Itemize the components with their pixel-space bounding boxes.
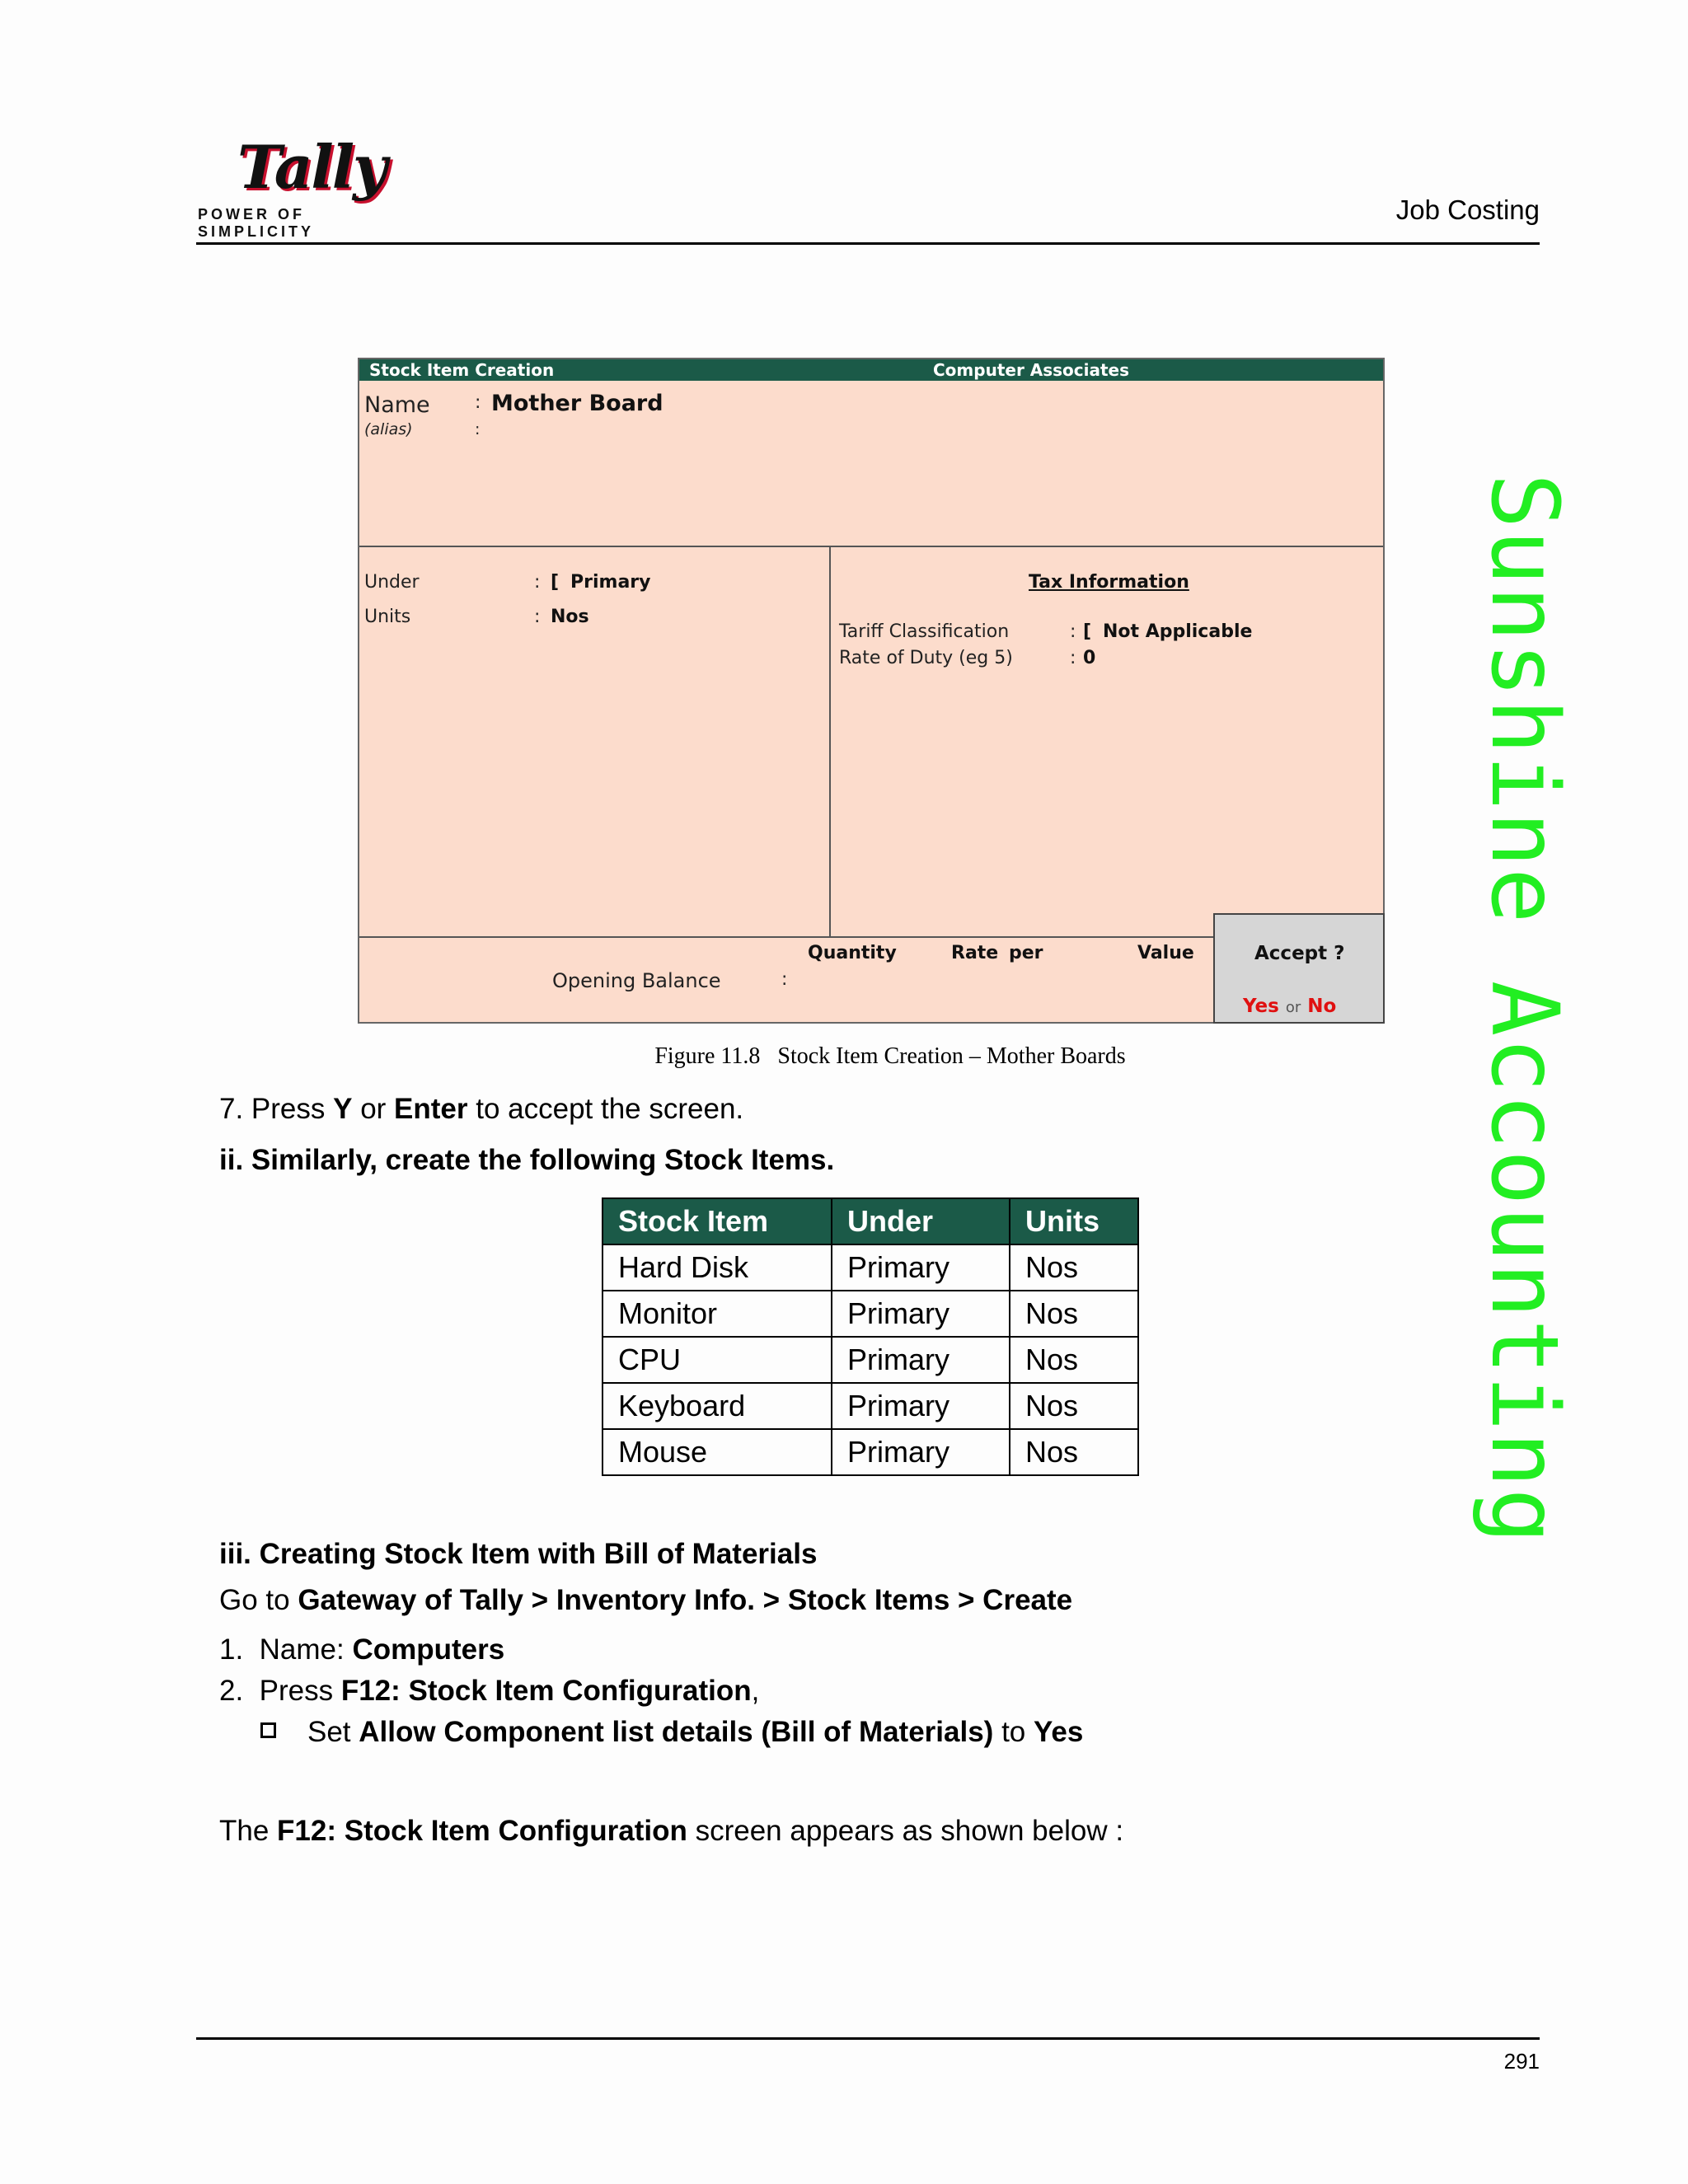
cell-stock-item: Hard Disk xyxy=(603,1244,832,1291)
table-row xyxy=(603,1291,1138,1337)
cell-stock-item: Monitor xyxy=(603,1291,832,1337)
quantity-column: Quantity xyxy=(808,943,897,963)
watermark-text: Sunshine Accounting xyxy=(1470,473,1578,1545)
step-7 xyxy=(219,1093,743,1126)
under-label: Under xyxy=(364,572,420,593)
list-item-2-suffix: , xyxy=(751,1675,760,1707)
cell-under: Primary xyxy=(832,1337,1010,1383)
opening-balance-label: Opening Balance xyxy=(552,969,721,992)
name-colon: : xyxy=(475,392,481,413)
closing-paragraph xyxy=(219,1815,1123,1848)
step-7-suffix: to accept the screen. xyxy=(467,1093,744,1125)
tax-info-heading: Tax Information xyxy=(1029,572,1189,593)
table-row xyxy=(603,1244,1138,1291)
divider-opening-section xyxy=(359,936,1213,938)
tally-logo xyxy=(196,132,394,240)
duty-field[interactable]: 0 xyxy=(1083,648,1096,668)
footer-rule xyxy=(196,2037,1540,2040)
figure-caption: Figure 11.8 Stock Item Creation – Mother Boards xyxy=(654,1043,1126,1069)
tariff-field[interactable]: Not Applicable xyxy=(1103,621,1253,642)
sub-bullet-value: Yes xyxy=(1033,1716,1084,1748)
logo-tagline: POWER OF SIMPLICITY xyxy=(198,206,315,240)
heading-iii: iii. Creating Stock Item with Bill of Materials xyxy=(219,1538,818,1570)
header-stock-item: Stock Item xyxy=(603,1198,832,1244)
units-field[interactable]: Nos xyxy=(551,607,589,627)
page-number: 291 xyxy=(1503,2049,1540,2074)
accept-question: Accept ? xyxy=(1254,943,1345,964)
tariff-label: Tariff Classification xyxy=(839,621,1010,642)
divider-vertical xyxy=(829,546,831,936)
closing-prefix: The xyxy=(219,1815,278,1847)
step-7-prefix: 7. Press xyxy=(219,1093,334,1125)
accept-dialog xyxy=(1213,913,1385,1024)
cell-units: Nos xyxy=(1010,1429,1138,1475)
divider-name-section xyxy=(359,546,1383,547)
under-colon: : xyxy=(534,572,541,593)
per-column: per xyxy=(1009,943,1043,963)
screen-title-bar xyxy=(359,359,1383,381)
goto-instruction xyxy=(219,1584,1072,1617)
table-row xyxy=(603,1429,1138,1475)
sub-bullet-setting: Allow Component list details (Bill of Materials) xyxy=(359,1716,994,1748)
table-row xyxy=(603,1337,1138,1383)
rate-column: Rate xyxy=(951,943,999,963)
logo-wordmark: Tally xyxy=(237,132,386,202)
under-field[interactable]: Primary xyxy=(570,572,651,593)
duty-colon: : xyxy=(1070,648,1076,668)
name-field[interactable]: Mother Board xyxy=(491,391,663,416)
square-bullet-icon xyxy=(260,1722,276,1738)
header-rule xyxy=(196,242,1540,245)
company-name: Computer Associates xyxy=(933,360,1130,380)
units-label: Units xyxy=(364,607,411,627)
duty-label: Rate of Duty (eg 5) xyxy=(839,648,1013,668)
list-item-1-value: Computers xyxy=(352,1633,505,1666)
header-units: Units xyxy=(1010,1198,1138,1244)
step-7-key-y: Y xyxy=(333,1093,353,1125)
table-row xyxy=(603,1383,1138,1429)
list-item-2 xyxy=(219,1675,759,1708)
step-7-mid: or xyxy=(352,1093,395,1125)
under-bracket: [ xyxy=(551,572,560,593)
list-item-1-prefix: 1. Name: xyxy=(219,1633,353,1666)
goto-path: Gateway of Tally > Inventory Info. > Stock Items > Create xyxy=(298,1584,1073,1616)
cell-under: Primary xyxy=(832,1429,1010,1475)
opening-balance-colon: : xyxy=(781,969,788,990)
heading-ii: ii. Similarly, create the following Stock Items. xyxy=(219,1144,835,1176)
cell-stock-item: Mouse xyxy=(603,1429,832,1475)
header-under: Under xyxy=(832,1198,1010,1244)
cell-units: Nos xyxy=(1010,1291,1138,1337)
name-label: Name xyxy=(364,392,430,418)
cell-units: Nos xyxy=(1010,1383,1138,1429)
accept-or-text: or xyxy=(1285,999,1301,1016)
stock-items-table xyxy=(602,1197,1139,1476)
units-colon: : xyxy=(534,607,541,627)
value-column: Value xyxy=(1137,943,1194,963)
cell-under: Primary xyxy=(832,1244,1010,1291)
accept-no-button[interactable]: No xyxy=(1307,996,1337,1017)
tariff-colon: : xyxy=(1070,621,1076,642)
table-header-row xyxy=(603,1198,1138,1244)
screen-title: Stock Item Creation xyxy=(369,360,555,380)
alias-label: (alias) xyxy=(364,420,413,438)
list-item-2-value: F12: Stock Item Configuration xyxy=(340,1675,752,1707)
sub-bullet-item xyxy=(260,1716,1083,1749)
section-title: Job Costing xyxy=(1395,194,1540,225)
cell-under: Primary xyxy=(832,1291,1010,1337)
closing-bold: F12: Stock Item Configuration xyxy=(277,1815,687,1847)
list-item-2-prefix: 2. Press xyxy=(219,1675,341,1707)
goto-prefix: Go to xyxy=(219,1584,298,1616)
sub-bullet-mid: to xyxy=(993,1716,1034,1748)
cell-units: Nos xyxy=(1010,1244,1138,1291)
sub-bullet-prefix: Set xyxy=(307,1716,359,1748)
cell-under: Primary xyxy=(832,1383,1010,1429)
stock-item-creation-screen xyxy=(358,358,1385,1024)
list-item-1 xyxy=(219,1633,504,1666)
alias-colon: : xyxy=(475,420,481,438)
tariff-bracket: [ xyxy=(1083,621,1092,642)
cell-stock-item: CPU xyxy=(603,1337,832,1383)
cell-units: Nos xyxy=(1010,1337,1138,1383)
cell-stock-item: Keyboard xyxy=(603,1383,832,1429)
step-7-key-enter: Enter xyxy=(394,1093,468,1125)
accept-yes-button[interactable]: Yes xyxy=(1243,996,1279,1017)
closing-suffix: screen appears as shown below : xyxy=(687,1815,1124,1847)
